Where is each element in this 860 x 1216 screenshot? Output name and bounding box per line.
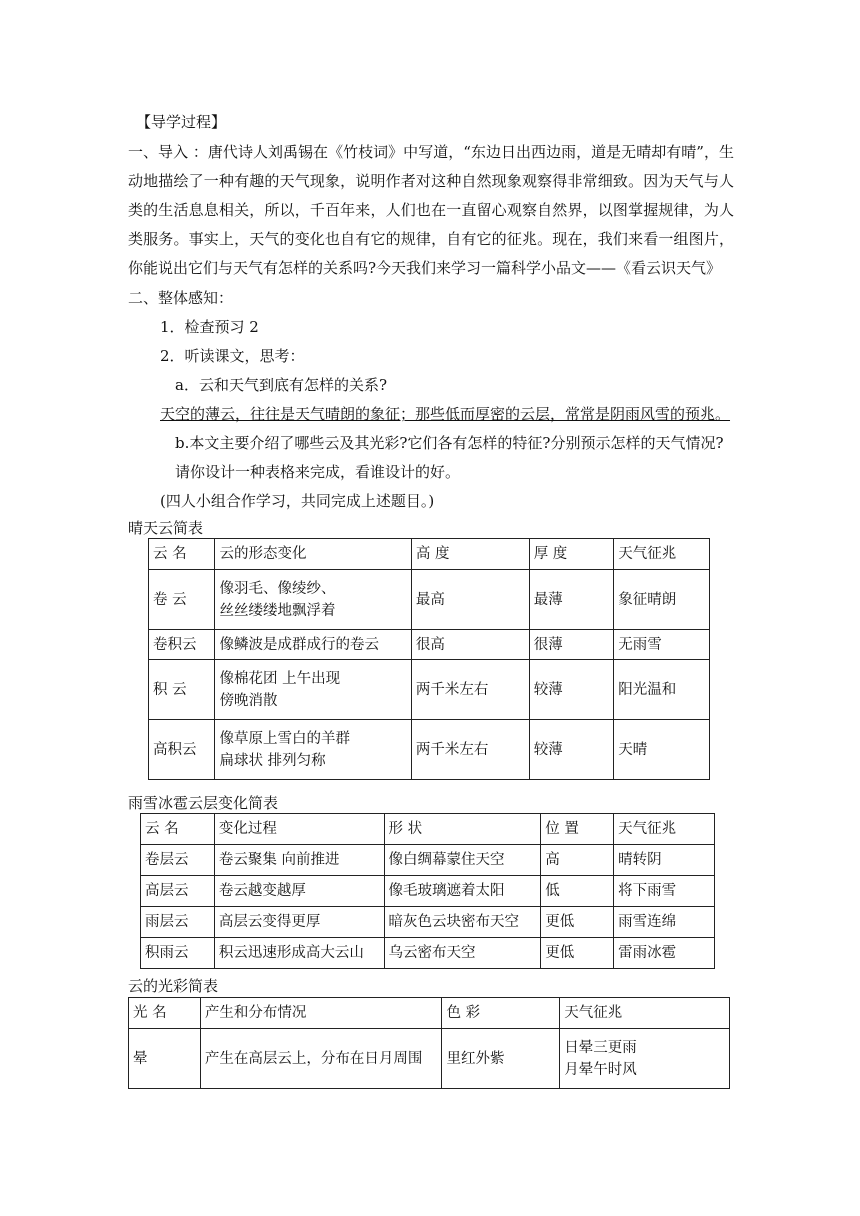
table-row: [149, 630, 710, 660]
intro-label: 一、导入 ：: [128, 143, 208, 161]
cell-line: 卷云聚集 向前推进: [218, 852, 340, 868]
cell-line: 阳光温和: [618, 681, 677, 698]
table-header-cell: [214, 814, 384, 845]
cell-line: 无雨雪: [618, 636, 662, 653]
table-header-cell: [541, 814, 614, 845]
table-cell: [560, 1029, 730, 1089]
table-cell: [384, 907, 541, 938]
cell-line: 晕: [133, 1050, 148, 1067]
table-cell: [529, 660, 614, 720]
intro-paragraph: [128, 138, 734, 283]
table-header-cell: [149, 539, 215, 570]
table-cell: [141, 938, 215, 969]
cell-line: 丝丝缕缕地飘浮着: [219, 602, 336, 619]
table-cell: [614, 907, 715, 938]
overview-item-2: 2．听读课文，思考：: [160, 347, 305, 365]
cell-line: 较薄: [533, 741, 563, 758]
table-cell: [214, 876, 384, 907]
cell-line: 很高: [415, 636, 445, 653]
cell-line: 高层云变得更厚: [218, 914, 321, 930]
cell-line: 云 名: [153, 546, 187, 562]
cell-line: 低: [545, 883, 560, 899]
table-row: [149, 660, 710, 720]
cell-line: 两千米左右: [415, 741, 489, 758]
cell-line: 像棉花团 上午出现: [219, 670, 341, 687]
cell-line: 最薄: [533, 591, 563, 608]
table-cell: [214, 938, 384, 969]
table-cell: [529, 720, 614, 780]
table-header-cell: [529, 539, 614, 570]
table-cell: [411, 720, 529, 780]
cell-line: 天气征兆: [564, 1005, 623, 1021]
cell-line: 乌云密布天空: [388, 945, 476, 961]
cell-line: 暗灰色云块密布天空: [388, 914, 520, 930]
cell-line: 产生和分布情况: [204, 1005, 307, 1021]
table-cell: [215, 660, 411, 720]
table-cell: [214, 845, 384, 876]
table-cell: [384, 845, 541, 876]
cloud-glow-table: [128, 997, 730, 1089]
table-cell: [149, 630, 215, 660]
table-cell: [215, 570, 411, 630]
overview-heading: 二、整体感知：: [128, 289, 234, 307]
cell-line: 月晕午时风: [564, 1061, 637, 1078]
rain-cloud-table: [140, 813, 715, 969]
table-header-cell: [560, 998, 730, 1029]
cell-line: 雨层云: [145, 914, 189, 930]
cell-line: 厚 度: [533, 546, 568, 562]
cell-line: 位 置: [545, 821, 579, 837]
table-cell: [614, 938, 715, 969]
group-note: (四人小组合作学习，共同完成上述题目。): [160, 492, 435, 510]
cell-line: 高积云: [153, 741, 197, 758]
cell-line: 色 彩: [446, 1005, 481, 1021]
cell-line: 形 状: [388, 821, 423, 837]
table-cell: [541, 938, 614, 969]
table-cell: [541, 907, 614, 938]
cell-line: 积 云: [153, 681, 187, 698]
sunny-cloud-table: [148, 538, 710, 780]
table-cell: [215, 720, 411, 780]
table-cell: [529, 630, 614, 660]
cell-line: 像鳞波是成群成行的卷云: [219, 636, 379, 653]
cell-line: 卷云越变越厚: [218, 883, 306, 899]
table-header-row: [129, 998, 730, 1029]
cell-line: 积雨云: [145, 945, 189, 961]
cell-line: 傍晚消散: [219, 692, 278, 709]
cell-line: 最高: [415, 591, 445, 608]
cell-line: 雷雨冰雹: [618, 945, 677, 961]
question-b: b.本文主要介绍了哪些云及其光彩?它们各有怎样的特征?分别预示怎样的天气情况?: [175, 434, 724, 452]
intro-text: 唐代诗人刘禹锡在《竹枝词》中写道，“东边日出西边雨，道是无晴却有晴”，生动地描绘了一种有趣的天气现象，说明作者对这种自然现象观察得非常细致。因为天气与人类的生活息息相关，所以，千百年来，人们也在一直留心观察自然界，以图掌握规律，为人类服务。事实上，天气的变化也自有它的规律，自有它的征兆。现在，我们来看一组图片，你能说出它们与天气有怎样的关系吗?今天我们来学习一篇科学小品文——《看云识天气》: [128, 143, 734, 277]
cell-line: 产生在高层云上，分布在日月周围: [204, 1050, 423, 1067]
cell-line: 较薄: [533, 681, 563, 698]
table-row: [129, 1029, 730, 1089]
question-b-cont: 请你设计一种表格来完成，看谁设计的好。: [175, 463, 461, 481]
table-cell: [541, 845, 614, 876]
cell-line: 变化过程: [218, 821, 277, 837]
table-header-cell: [200, 998, 442, 1029]
table-cell: [614, 876, 715, 907]
cell-line: 天晴: [618, 741, 648, 758]
table-cell: [129, 1029, 201, 1089]
table-header-cell: [141, 814, 215, 845]
table-cell: [384, 938, 541, 969]
table-cell: [614, 570, 710, 630]
table-row: [141, 876, 715, 907]
cell-line: 像羽毛、像绫纱、: [219, 580, 336, 597]
table-cell: [442, 1029, 560, 1089]
table3-caption: 云的光彩简表: [128, 977, 219, 995]
table-cell: [411, 570, 529, 630]
table-cell: [614, 660, 710, 720]
cell-line: 高层云: [145, 883, 189, 899]
cell-line: 天气征兆: [618, 821, 677, 837]
table-header-cell: [129, 998, 201, 1029]
cell-line: 卷积云: [153, 636, 197, 653]
table-header-cell: [411, 539, 529, 570]
cell-line: 更低: [545, 914, 575, 930]
overview-item-1: 1．检查预习 2: [160, 318, 259, 336]
cell-line: 像毛玻璃遮着太阳: [388, 883, 505, 899]
table-cell: [214, 907, 384, 938]
table-cell: [149, 720, 215, 780]
table-header-row: [149, 539, 710, 570]
cell-line: 光 名: [133, 1005, 167, 1021]
table-cell: [149, 570, 215, 630]
table-row: [149, 720, 710, 780]
cell-line: 卷层云: [145, 852, 189, 868]
table-cell: [411, 660, 529, 720]
cell-line: 两千米左右: [415, 681, 489, 698]
table-cell: [529, 570, 614, 630]
cell-line: 卷 云: [153, 591, 187, 608]
cell-line: 晴转阴: [618, 852, 662, 868]
table-cell: [614, 720, 710, 780]
table-header-cell: [442, 998, 560, 1029]
table-row: [141, 907, 715, 938]
cell-line: 将下雨雪: [618, 883, 677, 899]
table-cell: [541, 876, 614, 907]
cell-line: 雨雪连绵: [618, 914, 677, 930]
cell-line: 里红外紫: [446, 1050, 505, 1067]
table-row: [141, 938, 715, 969]
table-cell: [141, 876, 215, 907]
cell-line: 更低: [545, 945, 575, 961]
table-header-row: [141, 814, 715, 845]
table-header-cell: [215, 539, 411, 570]
table-cell: [384, 876, 541, 907]
answer-a: 天空的薄云，往往是天气晴朗的象征；那些低而厚密的云层，常常是阴雨风雪的预兆。: [160, 405, 731, 423]
cell-line: 像草原上雪白的羊群: [219, 730, 350, 747]
table-row: [149, 570, 710, 630]
cell-line: 像白绸幕蒙住天空: [388, 852, 505, 868]
table-header-cell: [614, 539, 710, 570]
cell-line: 云 名: [145, 821, 179, 837]
cell-line: 很薄: [533, 636, 563, 653]
cell-line: 象征晴朗: [618, 591, 677, 608]
table2-caption: 雨雪冰雹云层变化简表: [128, 794, 279, 812]
cell-line: 高 度: [415, 546, 450, 562]
cell-line: 积云迅速形成高大云山: [218, 945, 364, 961]
table-cell: [149, 660, 215, 720]
cell-line: 云的形态变化: [219, 546, 307, 562]
question-a: a．云和天气到底有怎样的关系?: [175, 376, 387, 394]
table-cell: [411, 630, 529, 660]
table-cell: [141, 845, 215, 876]
table-header-cell: [384, 814, 541, 845]
table-row: [141, 845, 715, 876]
cell-line: 天气征兆: [618, 546, 677, 562]
table-cell: [614, 630, 710, 660]
cell-line: 日晕三更雨: [564, 1039, 637, 1056]
cell-line: 扁球状 排列匀称: [219, 752, 326, 769]
table-cell: [215, 630, 411, 660]
section-heading: 【导学过程】: [136, 113, 227, 131]
table-cell: [614, 845, 715, 876]
table-cell: [200, 1029, 442, 1089]
table-cell: [141, 907, 215, 938]
cell-line: 高: [545, 852, 560, 868]
table1-caption: 晴天云简表: [128, 519, 204, 537]
table-header-cell: [614, 814, 715, 845]
